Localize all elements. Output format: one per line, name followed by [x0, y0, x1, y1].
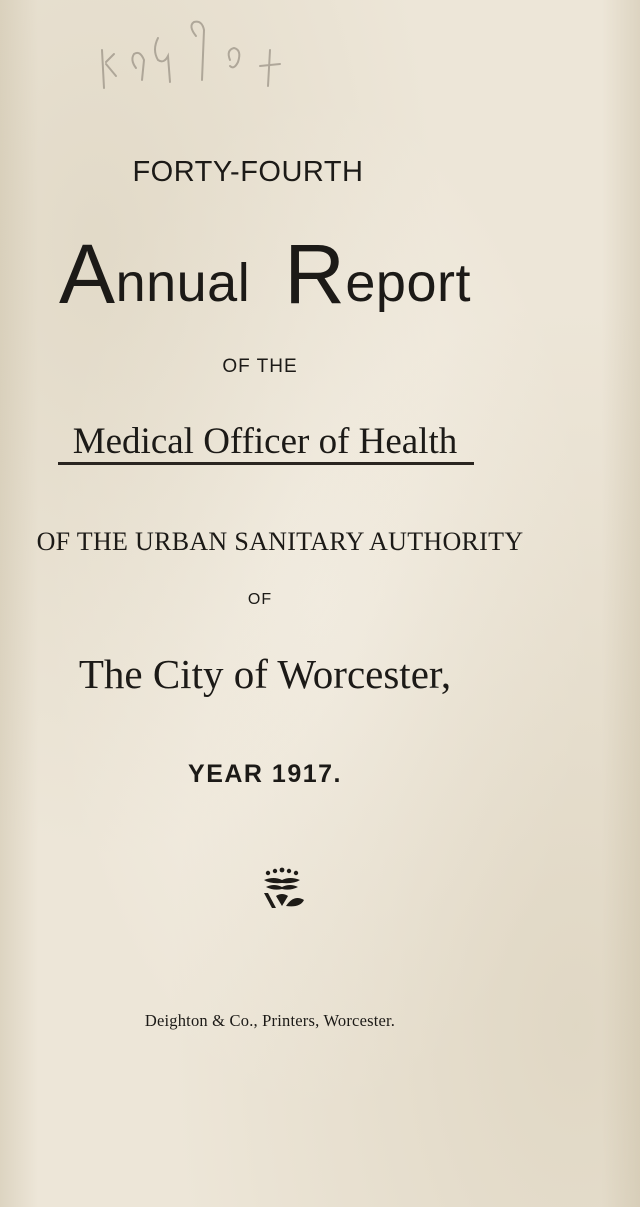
title-initial-a: A — [59, 227, 116, 321]
pencil-inscription-mark — [100, 10, 360, 110]
report-title — [30, 227, 500, 321]
title-word-annual: nnual — [115, 253, 251, 313]
authority-heading: OF THE URBAN SANITARY AUTHORITY — [36, 527, 524, 556]
printer-imprint: Deighton & Co., Printers, Worcester. — [144, 1011, 396, 1030]
title-initial-r: R — [284, 227, 346, 321]
report-ordinal: FORTY-FOURTH — [132, 156, 364, 188]
officer-underline — [58, 462, 474, 465]
of-label: OF — [247, 591, 273, 608]
report-year: YEAR 1917. — [188, 760, 342, 788]
title-word-report: eport — [345, 253, 471, 313]
officer-heading: Medical Officer of Health — [72, 421, 458, 462]
city-heading: The City of Worcester, — [78, 651, 452, 697]
floral-ornament-icon — [254, 866, 310, 910]
of-the-label: OF THE — [222, 356, 298, 377]
